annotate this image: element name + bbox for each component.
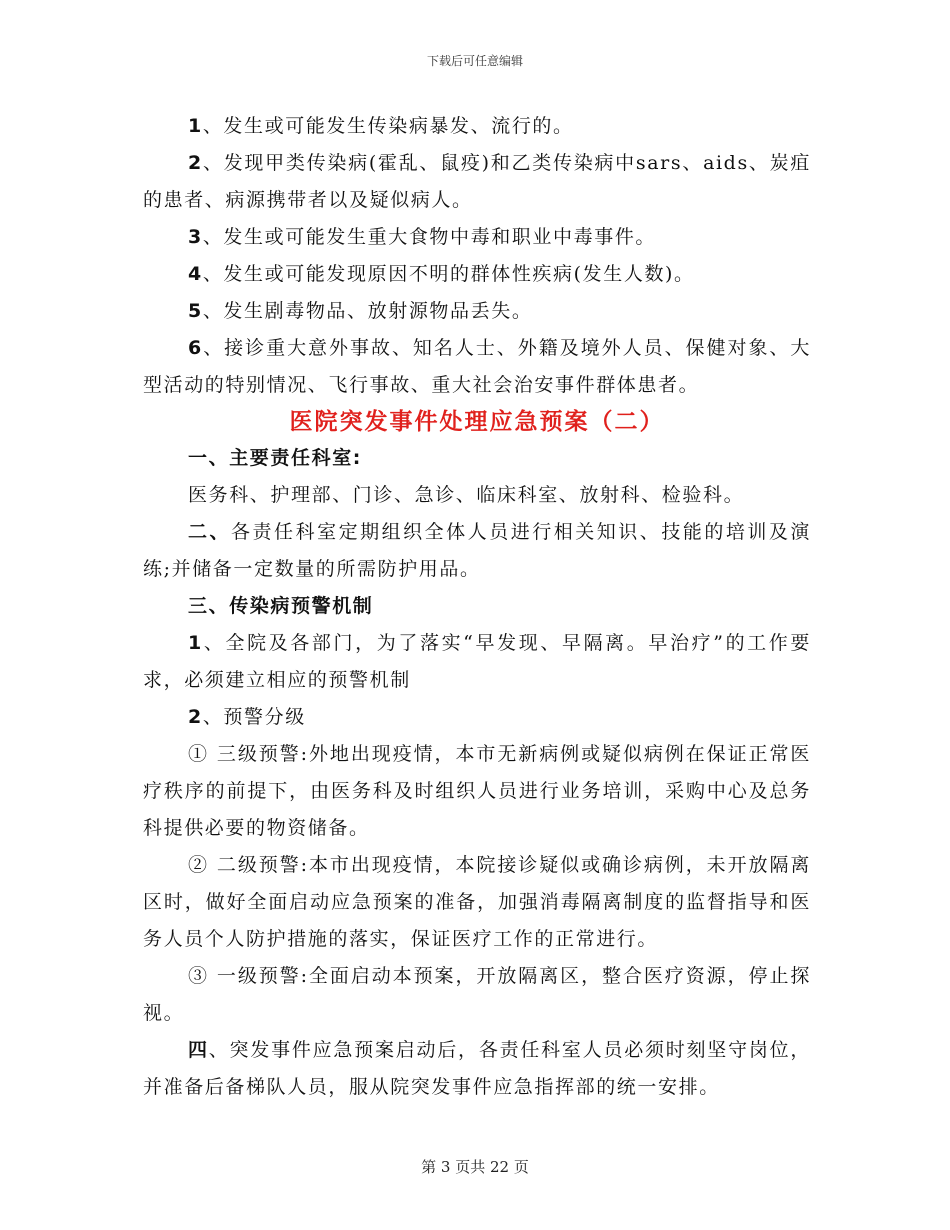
item-number: 1 — [188, 115, 203, 137]
list-item-2 — [143, 145, 811, 219]
item-text: 、发生或可能发生传染病暴发、流行的。 — [202, 115, 574, 137]
section-2-text: 各责任科室定期组织全体人员进行相关知识、技能的培训及演练;并储备一定数量的所需防护用品。 — [143, 521, 811, 580]
page-footer: 第 3 页共 22 页 — [421, 1158, 529, 1176]
item-number: 3 — [188, 226, 203, 248]
section-title: 医院突发事件处理应急预案（二） — [289, 409, 665, 435]
item-text: 、接诊重大意外事故、知名人士、外籍及境外人员、保健对象、大型活动的特别情况、飞行事故、重大社会治安事件群体患者。 — [143, 337, 811, 396]
document-body — [143, 108, 811, 1106]
list-item-3 — [143, 219, 811, 256]
list-item-5 — [143, 293, 811, 330]
item-text: 、预警分级 — [202, 706, 306, 728]
section-4-text: 、突发事件应急预案启动后，各责任科室人员必须时刻坚守岗位，并准备后备梯队人员，服从院突发事件应急指挥部的统一安排。 — [143, 1039, 811, 1098]
page-header: 下载后可任意编辑 — [426, 54, 523, 68]
item-number: 4 — [188, 263, 203, 285]
section-1-body: 医务科、护理部、门诊、急诊、临床科室、放射科、检验科。 — [188, 484, 745, 506]
section-4-lead: 四 — [188, 1039, 209, 1061]
list-item-1 — [143, 108, 811, 145]
item-number: 2 — [188, 152, 203, 174]
item-number: 1 — [188, 632, 203, 654]
item-text: 、发生或可能发现原因不明的群体性疾病(发生人数)。 — [202, 263, 695, 285]
section-4-paragraph — [143, 1032, 811, 1106]
item-text: 、发生或可能发生重大食物中毒和职业中毒事件。 — [202, 226, 657, 248]
section-3-heading: 三、传染病预警机制 — [188, 595, 374, 617]
warning-level-3: ① 三级预警:外地出现疫情，本市无新病例或疑似病例在保证正常医疗秩序的前提下，由医务科及时组织人员进行业务培训，采购中心及总务科提供必要的物资储备。 — [143, 743, 811, 839]
section-2-lead: 二、 — [188, 521, 232, 543]
list-item-6 — [143, 330, 811, 404]
item-text: 、发现甲类传染病(霍乱、鼠疫)和乙类传染病中sars、aids、炭疽的患者、病源携带者以及疑似病人。 — [143, 152, 811, 211]
item-text: 、发生剧毒物品、放射源物品丢失。 — [202, 300, 533, 322]
warning-level-1: ③ 一级预警:全面启动本预案，开放隔离区，整合医疗资源，停止探视。 — [143, 965, 811, 1024]
section-3-item-1 — [143, 625, 811, 699]
section-3-item-2 — [143, 699, 811, 736]
item-number: 2 — [188, 706, 203, 728]
item-text: 、全院及各部门，为了落实“早发现、早隔离。早治疗”的工作要求，必须建立相应的预警机制 — [143, 632, 811, 691]
list-item-4 — [143, 256, 811, 293]
warning-level-2: ② 二级预警:本市出现疫情，本院接诊疑似或确诊病例，未开放隔离区时，做好全面启动应急预案的准备，加强消毒隔离制度的监督指导和医务人员个人防护措施的落实，保证医疗工作的正常进行。 — [143, 854, 811, 950]
item-number: 6 — [188, 337, 203, 359]
section-2-paragraph — [143, 514, 811, 588]
item-number: 5 — [188, 300, 203, 322]
section-1-heading: 一、主要责任科室: — [188, 447, 362, 469]
